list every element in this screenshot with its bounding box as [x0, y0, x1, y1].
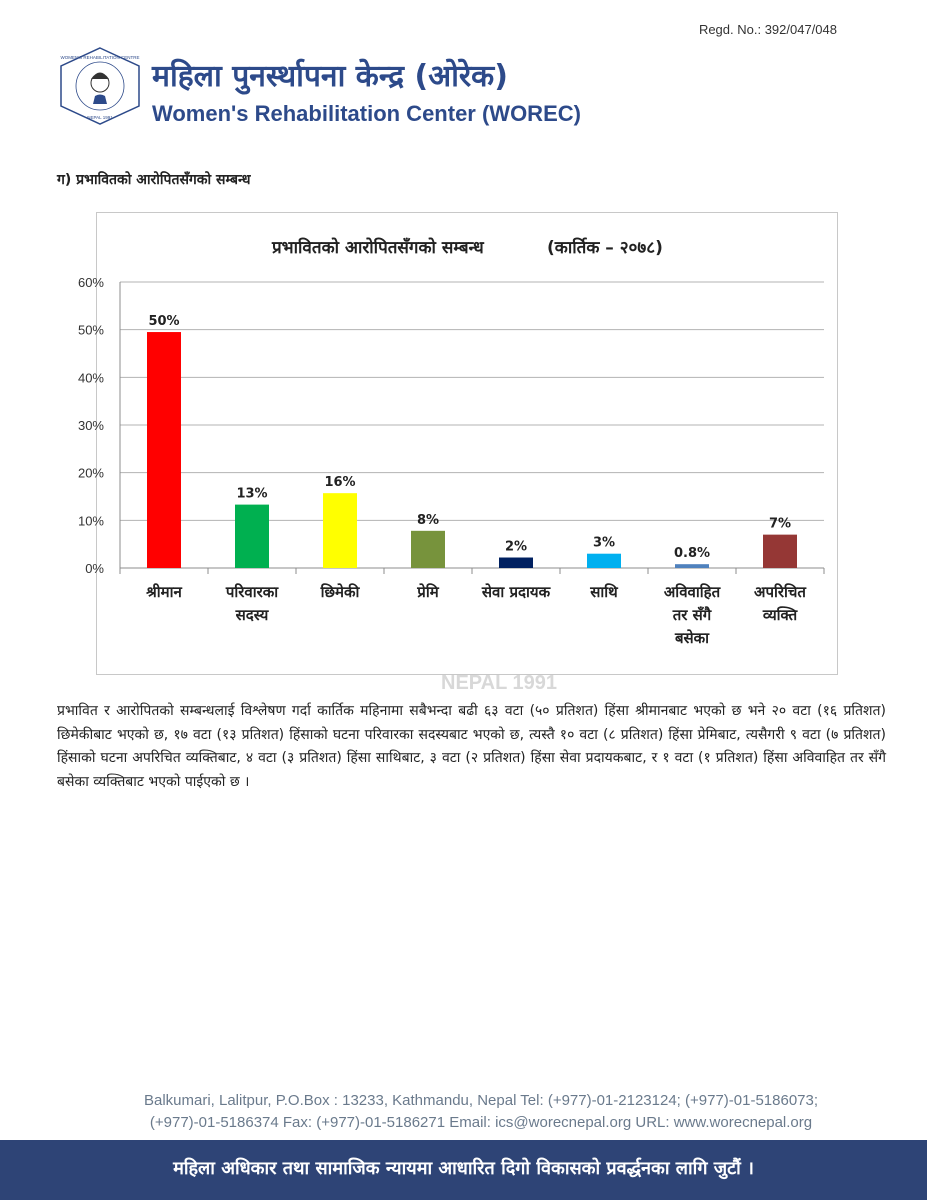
y-tick-label: 0%: [85, 561, 104, 576]
data-label: 8%: [416, 512, 440, 528]
chart-subtitle: (कार्तिक – २०७८): [547, 238, 663, 258]
x-tick-label: बसेका: [674, 629, 710, 647]
x-tick-label: व्यक्ति: [762, 606, 798, 624]
bar: [675, 564, 709, 568]
x-tick-label: सदस्य: [235, 606, 269, 624]
x-tick-label: अविवाहित: [663, 583, 721, 601]
x-tick-label: अपरिचित: [754, 583, 806, 601]
data-label: 50%: [148, 314, 180, 330]
footer-slogan: महिला अधिकार तथा सामाजिक न्यायमा आधारित दिगो विकासको प्रवर्द्धनका लागि जुटौं ।: [173, 1158, 754, 1179]
section-heading: ग) प्रभावितको आरोपितसँगको सम्बन्ध: [57, 172, 251, 188]
x-tick-label: प्रेमि: [417, 583, 439, 601]
bar-chart: [77, 212, 838, 694]
y-tick-label: 60%: [77, 275, 104, 290]
x-tick-label: साथि: [590, 583, 618, 601]
registration-number: Regd. No.: 392/047/048: [698, 22, 837, 37]
y-tick-label: 10%: [77, 513, 104, 529]
organization-name-nepali: महिला पुनर्स्थापना केन्द्र (ओरेक): [152, 59, 508, 94]
bar: [411, 531, 445, 568]
chart-title: प्रभावितको आरोपितसँगको सम्बन्ध: [272, 238, 484, 258]
data-label: 7%: [768, 516, 792, 532]
y-tick-label: 40%: [77, 370, 104, 386]
watermark-text: NEPAL 1991: [441, 672, 557, 694]
y-tick-label: 30%: [77, 418, 104, 433]
x-tick-label: परिवारका: [225, 583, 279, 601]
x-tick-label: छिमेकी: [320, 583, 360, 601]
y-tick-label: 20%: [77, 465, 104, 481]
data-label: 16%: [324, 475, 356, 491]
organization-name-english: Women's Rehabilitation Center (WOREC): [152, 101, 581, 126]
x-tick-label: तर सँगै: [672, 606, 712, 624]
data-label: 0.8%: [673, 546, 711, 562]
x-tick-label: श्रीमान: [146, 583, 182, 601]
worec-logo: [55, 46, 145, 126]
data-label: 13%: [236, 486, 268, 502]
svg-text:NEPAL 1991: NEPAL 1991: [87, 115, 113, 120]
footer-banner: [0, 1140, 927, 1200]
bar: [763, 535, 797, 568]
bar: [499, 558, 533, 568]
x-tick-label: सेवा प्रदायक: [481, 583, 551, 601]
analysis-paragraph: प्रभावित र आरोपितको सम्बन्धलाई विश्लेषण गर्दा कार्तिक महिनामा सबैभन्दा बढी ६३ वटा (५० प्रतिशत) हिंसा श्रीमानबाट भएको छ भने २० वटा (१६ प्रतिशत) छिमेकीबाट भएको छ, १७ वटा (१३ प्रतिशत) हिंसाको घटना परिवारका सदस्यबाट भएको छ, त्यस्तै १० वटा (८ प्रतिशत) हिंसा प्रेमिबाट, त्यसैगरी ९ वटा (७ प्रतिशत) हिंसाको घटना अपरिचित व्यक्तिबाट, ४ वटा (३ प्रतिशत) हिंसा साथिबाट, ३ वटा (२ प्रतिशत) हिंसा सेवा प्रदायकबाट, र १ वटा (१ प्रतिशत) हिंसा अविवाहित तर सँगै बसेका व्यक्तिबाट भएको पाईएको छ ।: [57, 703, 886, 790]
y-tick-label: 50%: [77, 322, 104, 338]
bar: [147, 332, 181, 568]
bar: [235, 505, 269, 568]
data-label: 2%: [504, 539, 528, 555]
contact-address: Balkumari, Lalitpur, P.O.Box : 13233, Kathmandu, Nepal Tel: (+977)-01-2123124; (+977)-01-5186073; (+977)-01-5186374 Fax: (+977)-01-5186271 Email: ics@worecnepal.org URL: www.worecnepal.org: [143, 1092, 819, 1131]
svg-text:WOMEN'S REHABILITATION CENTRE: WOMEN'S REHABILITATION CENTRE: [60, 55, 140, 60]
bar: [323, 493, 357, 568]
bar: [587, 554, 621, 568]
data-label: 3%: [592, 535, 616, 551]
